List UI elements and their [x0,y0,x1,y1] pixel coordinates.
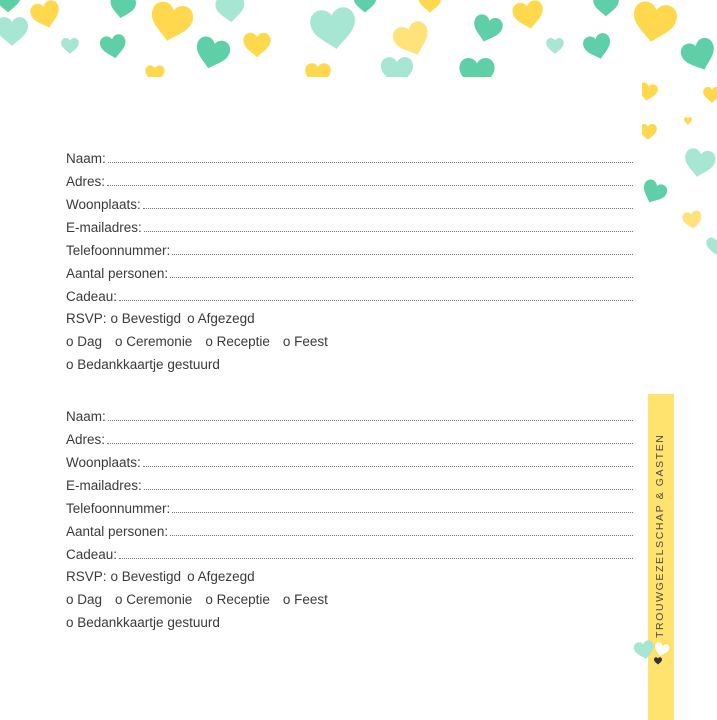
dotted-line [108,406,633,421]
option-thank-you-card-sent[interactable]: o Bedankkaartje gestuurd [66,615,220,630]
field-phone[interactable]: Telefoonnummer: [66,498,633,521]
heart-icon [390,19,434,61]
rsvp-row: RSVP: o Bevestigd o Afgezegd [66,569,255,584]
heart-icon [29,0,64,31]
heart-icon [309,6,359,52]
heart-icon [638,177,669,207]
heart-icon [630,0,679,46]
heart-icon [706,237,717,254]
field-gift[interactable]: Cadeau: [66,544,633,567]
dotted-line [119,544,633,559]
thank-you-row [66,355,633,378]
heart-icon [682,147,717,179]
heart-icon [684,117,692,124]
section-tab[interactable] [648,394,674,720]
option-ceremony[interactable]: o Ceremonie [115,592,193,607]
section-tab-label: TROUWGEZELSCHAP & GASTEN [654,433,666,638]
dotted-line [107,429,633,444]
guest-form-2 [66,406,633,636]
dotted-line [108,148,633,163]
heart-icon [546,38,564,54]
rsvp-declined-option[interactable]: o Afgezegd [187,569,255,584]
dotted-line [119,286,633,301]
field-phone[interactable]: Telefoonnummer: [66,240,633,263]
heart-icon [108,0,137,20]
heart-icon [147,0,196,45]
heart-icon [192,35,232,73]
thank-you-row [66,613,633,636]
heart-icon [243,33,270,58]
dotted-line [170,263,633,278]
heart-icon [0,0,21,12]
field-email[interactable]: E-mailadres: [66,217,633,240]
option-thank-you-card-sent[interactable]: o Bedankkaartje gestuurd [66,357,220,372]
dotted-line [170,521,633,536]
heart-icon [678,35,717,75]
dotted-line [144,475,633,490]
heart-icon [99,33,128,60]
heart-icon [511,0,546,31]
field-name[interactable]: Naam: [66,148,633,171]
rsvp-confirmed-option[interactable]: o Bevestigd [110,311,182,326]
heart-icon [215,0,246,23]
dotted-line [107,171,633,186]
guest-list-page [0,77,642,720]
heart-icon [419,0,441,13]
field-address[interactable]: Adres: [66,171,633,194]
heart-icon [593,0,619,16]
field-name[interactable]: Naam: [66,406,633,429]
field-city[interactable]: Woonplaats: [66,452,633,475]
rsvp-declined-option[interactable]: o Afgezegd [187,311,255,326]
option-reception[interactable]: o Receptie [205,592,270,607]
attendance-row [66,590,633,613]
heart-icon [354,0,376,13]
field-city[interactable]: Woonplaats: [66,194,633,217]
field-gift[interactable]: Cadeau: [66,286,633,309]
field-email[interactable]: E-mailadres: [66,475,633,498]
rsvp-confirmed-option[interactable]: o Bevestigd [110,569,182,584]
option-party[interactable]: o Feest [282,592,328,607]
heart-icon [470,13,505,46]
field-guest-count[interactable]: Aantal personen: [66,521,633,544]
dotted-line [143,452,633,467]
heart-icon [703,87,717,103]
option-day[interactable]: o Dag [66,334,103,349]
dotted-line [172,498,633,513]
tab-hearts-icon [632,634,674,670]
heart-icon [581,32,614,63]
option-party[interactable]: o Feest [282,334,328,349]
dotted-line [143,194,633,209]
option-reception[interactable]: o Receptie [205,334,270,349]
rsvp-row: RSVP: o Bevestigd o Afgezegd [66,311,255,326]
option-day[interactable]: o Dag [66,592,103,607]
heart-icon [0,17,28,46]
attendance-row [66,332,633,355]
guest-form-1 [66,148,633,378]
field-address[interactable]: Adres: [66,429,633,452]
dotted-line [172,240,633,255]
option-ceremony[interactable]: o Ceremonie [115,334,193,349]
dotted-line [144,217,633,232]
heart-icon [61,38,79,54]
field-guest-count[interactable]: Aantal personen: [66,263,633,286]
heart-icon [681,210,703,230]
